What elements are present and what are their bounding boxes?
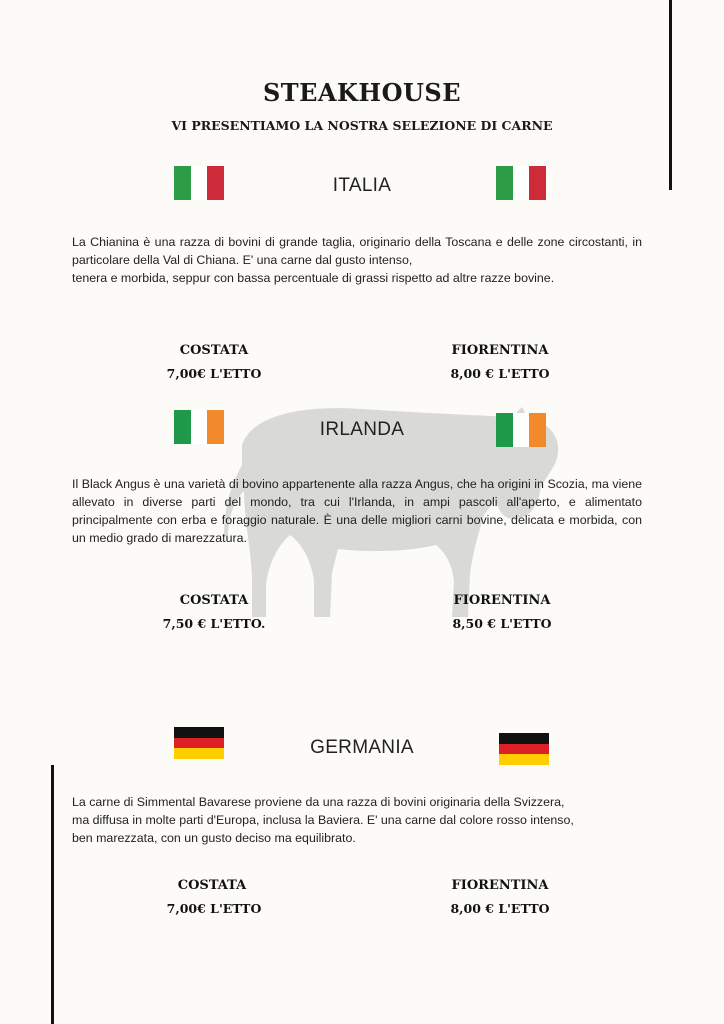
description-paragraph: ma diffusa in molte parti d'Europa, inclusa la Baviera. E' una carne dal colore rosso intenso, [72,813,574,827]
fiorentina-price-germania: 8,00 € L'ETTO [450,901,550,916]
fiorentina-price-italia: 8,00 € L'ETTO [450,366,550,381]
description-paragraph: La carne di Simmental Bavarese proviene da una razza di bovini originaria della Svizzera, [72,795,565,809]
flag-stripe-red [529,166,546,200]
flag-stripe-gold [499,754,549,765]
description-germania [72,793,642,847]
flag-stripe-red [499,744,549,755]
description-paragraph: La Chianina è una razza di bovini di grande taglia, originario della Toscana e delle zone circostanti, in particolare della Val di Chiana. E' una carne dal gusto intenso, [72,235,642,267]
country-heading-italia: ITALIA [332,175,392,196]
country-heading-germania: GERMANIA [310,737,414,758]
decorative-vertical-line-bottom [51,765,54,1024]
description-paragraph: ben marezzata, con un gusto deciso ma equilibrato. [72,831,356,845]
fiorentina-label-germania: FIORENTINA [451,878,549,893]
costata-price-germania: 7,00€ L'ETTO [166,901,262,916]
flag-stripe-white [513,166,530,200]
description-irlanda [72,475,642,547]
description-paragraph: Il Black Angus è una varietà di bovino appartenente alla razza Angus, che ha origini in Scozia, ma viene allevato in diverse parti del mondo, tra cui l'Irlanda, in ampi pascoli all'aperto, e alimentato principalmente con erba e foraggio naturale. È una delle migliori carni bovine, delicata e morbida, con un medio grado di marezzatura. [72,477,642,545]
costata-price-italia: 7,00€ L'ETTO [166,366,262,381]
country-heading-irlanda: IRLANDA [319,419,405,440]
flag-stripe-orange [529,413,546,447]
fiorentina-label-italia: FIORENTINA [451,343,549,358]
flag-stripe-green [496,413,513,447]
fiorentina-label-irlanda: FIORENTINA [453,593,551,608]
page-title: STEAKHOUSE [262,78,462,107]
costata-price-irlanda: 7,50 € L'ETTO. [162,616,266,631]
description-italia [72,233,642,287]
costata-label-germania: COSTATA [177,878,247,893]
italy-flag-icon-right [496,166,546,200]
germany-flag-icon-right [499,733,549,765]
fiorentina-price-irlanda: 8,50 € L'ETTO [452,616,552,631]
flag-stripe-white [513,413,530,447]
flag-stripe-black [499,733,549,744]
costata-label-italia: COSTATA [179,343,249,358]
ireland-flag-icon-right [496,413,546,447]
page-subtitle: VI PRESENTIAMO LA NOSTRA SELEZIONE DI CARNE [171,118,553,133]
costata-label-irlanda: COSTATA [179,593,249,608]
description-paragraph: tenera e morbida, seppur con bassa percentuale di grassi rispetto ad altre razze bovine. [72,271,555,285]
flag-stripe-green [496,166,513,200]
